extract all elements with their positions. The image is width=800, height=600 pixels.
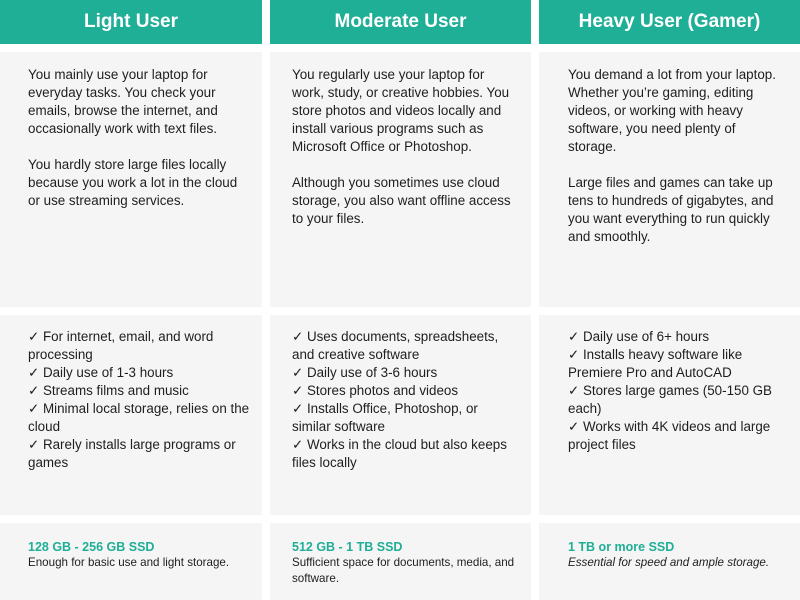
features-cell <box>539 315 800 515</box>
feature-item: ✓ Stores large games (50-150 GB each) <box>568 383 772 416</box>
description-paragraph: You regularly use your laptop for work, study, or creative hobbies. You store photos and videos locally and install various programs such as Microsoft Office or Photoshop. <box>292 67 510 154</box>
feature-item: ✓ Minimal local storage, relies on the cloud <box>28 401 250 434</box>
feature-item: ✓ Installs heavy software like Premiere Pro and AutoCAD <box>568 347 743 380</box>
recommendation-text: Sufficient space for documents, media, and software. <box>292 556 515 585</box>
recommendation-cell <box>0 523 262 600</box>
features-cell <box>270 315 531 515</box>
description-paragraph: Large files and games can take up tens to hundreds of gigabytes, and you want everything to run quickly and smoothly. <box>568 175 774 244</box>
feature-list <box>28 328 250 472</box>
feature-item: ✓ Works with 4K videos and large project files <box>568 419 771 452</box>
column-header: Light User <box>0 0 262 44</box>
features-cell <box>0 315 262 515</box>
feature-item: ✓ Daily use of 6+ hours <box>568 329 710 344</box>
column-heavy-user <box>539 0 800 600</box>
feature-list <box>292 328 519 472</box>
description-paragraph: You mainly use your laptop for everyday tasks. You check your emails, browse the internet, and occasionally work with text files. <box>28 67 218 136</box>
recommendation-title: 128 GB - 256 GB SSD <box>28 540 155 554</box>
feature-list <box>568 328 788 454</box>
feature-item: ✓ Installs Office, Photoshop, or similar software <box>292 401 478 434</box>
description-cell <box>270 52 531 307</box>
recommendation-title: 512 GB - 1 TB SSD <box>292 540 403 554</box>
description-paragraph: You hardly store large files locally because you work a lot in the cloud or use streaming services. <box>28 157 238 208</box>
feature-item: ✓ Rarely installs large programs or games <box>28 437 236 470</box>
recommendation-text: Enough for basic use and light storage. <box>28 556 230 569</box>
column-header: Heavy User (Gamer) <box>539 0 800 44</box>
description-paragraph: You demand a lot from your laptop. Whether you’re gaming, editing videos, or working with heavy software, you need plenty of storage. <box>568 67 776 154</box>
feature-item: ✓ Works in the cloud but also keeps files locally <box>292 437 507 470</box>
feature-item: ✓ Uses documents, spreadsheets, and creative software <box>292 329 499 362</box>
feature-item: ✓ Streams films and music <box>28 383 189 398</box>
column-header: Moderate User <box>270 0 531 44</box>
feature-item: ✓ Daily use of 1-3 hours <box>28 365 174 380</box>
feature-item: ✓ Daily use of 3-6 hours <box>292 365 438 380</box>
description-cell <box>0 52 262 307</box>
recommendation-cell <box>270 523 531 600</box>
recommendation-cell <box>539 523 800 600</box>
description-paragraph: Although you sometimes use cloud storage, you also want offline access to your files. <box>292 175 511 226</box>
description-cell <box>539 52 800 307</box>
column-light-user <box>0 0 262 600</box>
feature-item: ✓ For internet, email, and word processing <box>28 329 214 362</box>
feature-item: ✓ Stores photos and videos <box>292 383 459 398</box>
recommendation-text: Essential for speed and ample storage. <box>568 556 770 569</box>
column-moderate-user <box>270 0 531 600</box>
recommendation-title: 1 TB or more SSD <box>568 540 675 554</box>
